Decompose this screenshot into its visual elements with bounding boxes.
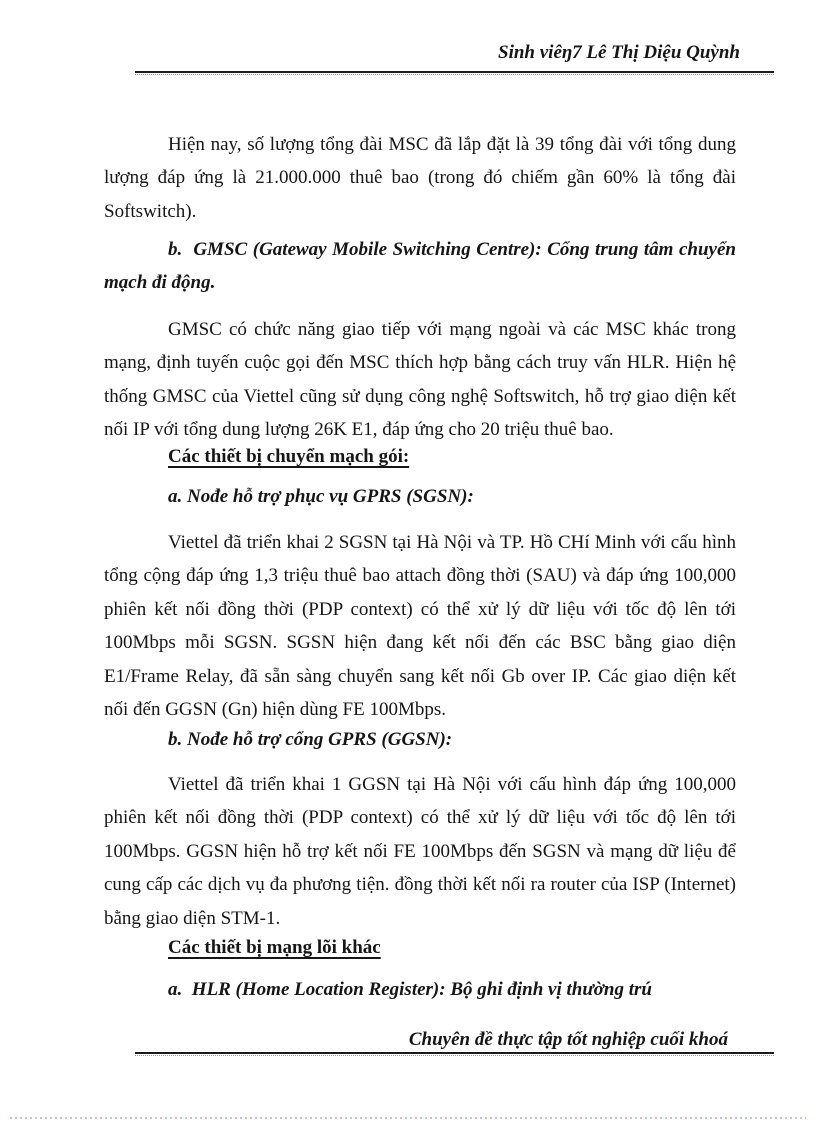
header-rule bbox=[135, 71, 774, 73]
heading-gmsc: b. GMSC (Gateway Mobile Switching Centre): Cổng trung tâm chuyển mạch đi động. bbox=[104, 239, 736, 294]
paragraph-msc-stats: Hiện nay, số lượng tổng đài MSC đã lắp đặt là 39 tổng đài với tổng dung lượng đáp ứng là 21.000.000 thuê bao (trong đó chiếm gần 60% là tổng đài Softswitch). bbox=[104, 134, 736, 222]
heading-hlr: a. HLR (Home Location Register): Bộ ghi định vị thường trú bbox=[168, 979, 652, 1000]
paragraph-ggsn: Viettel đã triển khai 1 GGSN tại Hà Nội với cấu hình đáp ứng 100,000 phiên kết nối đồng thời (PDP context) có thể xử lý dữ liệu với tốc độ lên tới 100Mbps. GGSN hiện hỗ trợ kết nối FE 100Mbps đến SGSN và mạng dữ liệu để cung cấp các dịch vụ đa phương tiện. đồng thời kết nối ra router của ISP (Internet) bằng giao diện STM-1. bbox=[104, 774, 736, 929]
heading-core-devices bbox=[104, 931, 800, 964]
heading-packet-devices-label: Các thiết bị chuyển mạch gói: bbox=[168, 446, 410, 467]
paragraph-sgsn: Viettel đã triển khai 2 SGSN tại Hà Nội và TP. Hồ CHí Minh với cấu hình tổng cộng đáp ứng 1,3 triệu thuê bao attach đồng thời (SAU) và đáp ứng 100,000 phiên kết nối đồng thời (PDP context) có thể xử lý dữ liệu với tốc độ lên tới 100Mbps mỗi SGSN. SGSN hiện đang kết nối đến các BSC bằng giao diện E1/Frame Relay, đã sẵn sàng chuyển sang kết nối Gb over IP. Các giao diện kết nối đến GGSN (Gn) hiện dùng FE 100Mbps. bbox=[104, 532, 736, 721]
footer-rule bbox=[135, 1052, 774, 1054]
page-bottom-dotted-line bbox=[10, 1117, 806, 1119]
page-footer-text: Chuyên đề thực tập tốt nghiệp cuối khoá bbox=[408, 1029, 728, 1050]
heading-sgsn: a. Nođe hỗ trợ phục vụ GPRS (SGSN): bbox=[168, 486, 474, 507]
heading-ggsn: b. Nođe hỗ trợ cổng GPRS (GGSN): bbox=[168, 729, 453, 750]
page-header-text: Sinh viêŋ7 Lê Thị Diệu Quỳnh bbox=[498, 42, 740, 63]
heading-core-devices-label: Các thiết bị mạng lõi khác bbox=[168, 937, 381, 958]
heading-packet-devices bbox=[104, 440, 800, 473]
paragraph-gmsc: GMSC có chức năng giao tiếp với mạng ngoài và các MSC khác trong mạng, định tuyến cuộc gọi đến MSC thích hợp bằng cách truy vấn HLR. Hiện hệ thống GMSC của Viettel cũng sử dụng công nghệ Softswitch, hỗ trợ giao diện kết nối IP với tổng dung lượng 26K E1, đáp ứng cho 20 triệu thuê bao. bbox=[104, 319, 736, 441]
